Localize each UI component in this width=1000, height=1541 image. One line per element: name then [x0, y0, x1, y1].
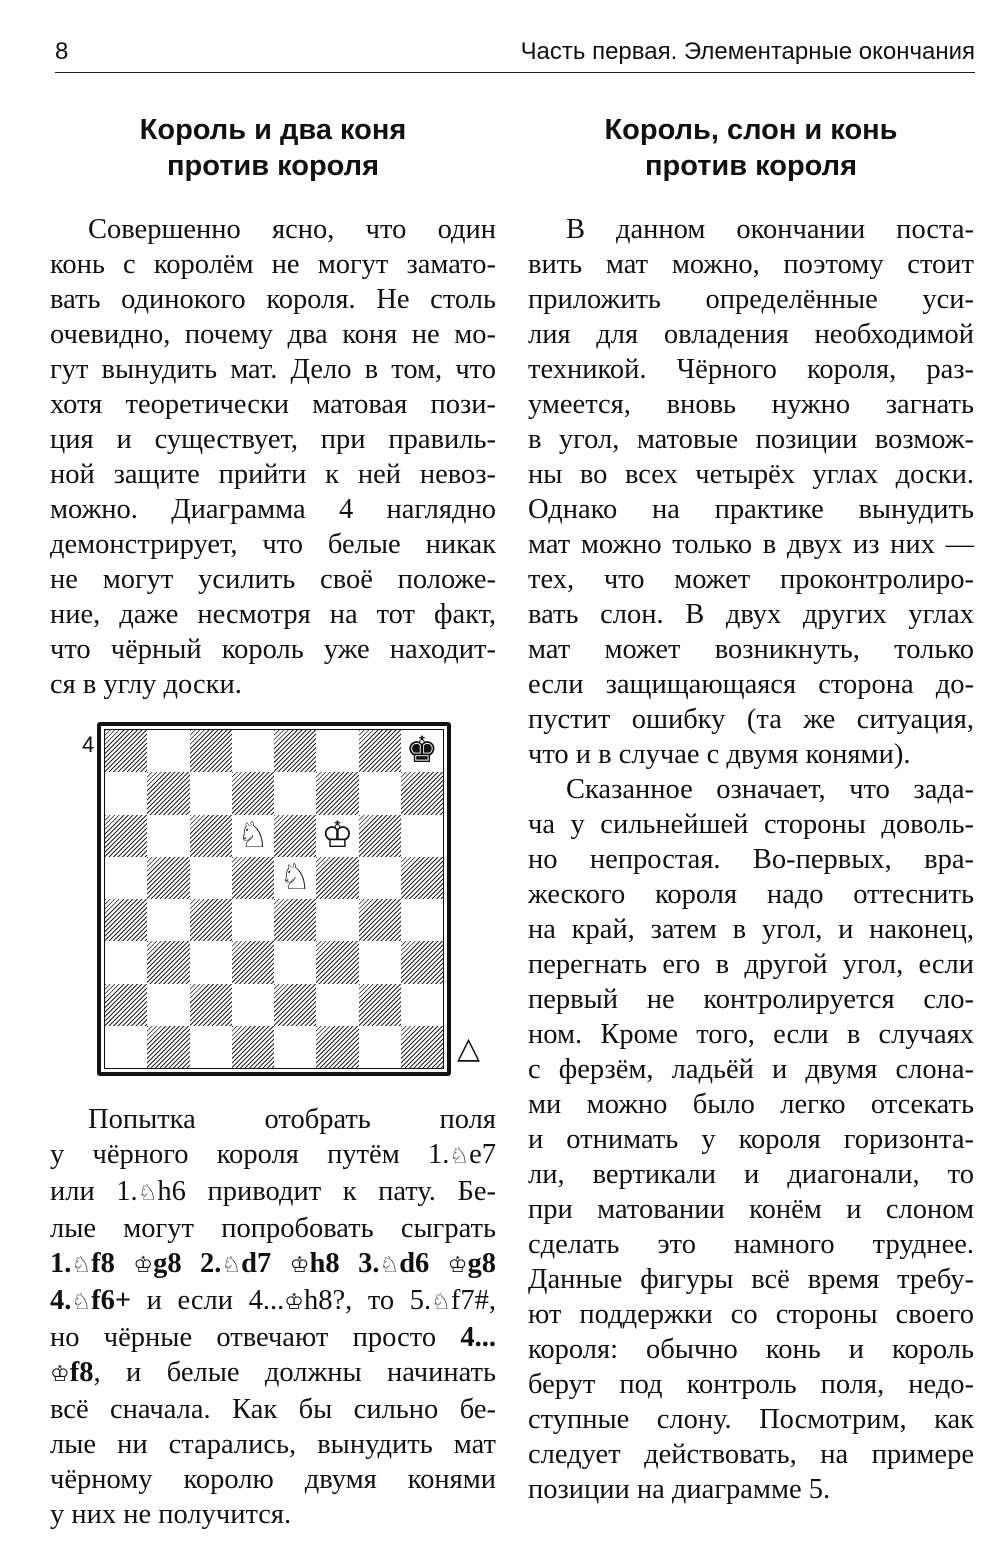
running-title: Часть первая. Элементарные окончания [520, 38, 975, 65]
text-line: всё сначала. Как бы сильно бе- [50, 1394, 496, 1425]
text-line: ♔f8, и белые должны начинать [50, 1357, 496, 1388]
square-d2 [232, 984, 274, 1026]
text-line: Однако на практике вынудить [528, 494, 974, 525]
text-line: вить мат можно, поэтому стоит [528, 249, 974, 280]
text-line: 4.♘f6+ и если 4...♔h8?, то 5.♘f7#, [50, 1285, 496, 1316]
text-line: Сказанное означает, что зада- [566, 774, 974, 805]
text-line: хотя теоретически матовая пози- [50, 389, 496, 420]
square-e4 [274, 899, 316, 941]
text-line: что чёрный король уже находит- [50, 634, 496, 665]
square-c4 [190, 899, 232, 941]
text-line: на край, затем в угол, и наконец, [528, 914, 974, 945]
square-f8 [316, 730, 358, 772]
knight-icon: ♘ [431, 1290, 451, 1315]
square-h3 [401, 941, 443, 983]
text-line: гут вынудить мат. Дело в том, что [50, 354, 496, 385]
square-e7 [274, 772, 316, 814]
square-f3 [316, 941, 358, 983]
square-b7 [147, 772, 189, 814]
text-line: ми можно было легко отсекать [528, 1089, 974, 1120]
text-line: позиции на диаграмме 5. [528, 1474, 831, 1505]
square-b3 [147, 941, 189, 983]
text-line: ли, вертикали и диагонали, то [528, 1159, 974, 1190]
square-e6 [274, 815, 316, 857]
text-line: первый не контролируется сло- [528, 984, 974, 1015]
text-line: ны во всех четырёх углах доски. [528, 459, 974, 490]
square-d6 [232, 815, 274, 857]
square-d1 [232, 1026, 274, 1068]
knight-icon: ♘ [71, 1290, 92, 1315]
square-g2 [359, 984, 401, 1026]
text-line: ние, даже несмотря на тот факт, [50, 599, 496, 630]
paragraph-2 [528, 772, 974, 1507]
square-d4 [232, 899, 274, 941]
square-e5 [274, 857, 316, 899]
square-e1 [274, 1026, 316, 1068]
text-line: если защищающаяся сторона до- [528, 669, 974, 700]
king-icon: ♔ [133, 1253, 154, 1278]
square-e3 [274, 941, 316, 983]
text-line: чёрному королю двумя конями [50, 1464, 496, 1495]
text-line: лые могут попробовать сыграть [50, 1213, 496, 1244]
white-to-move-icon: △ [457, 1031, 481, 1066]
square-f5 [316, 857, 358, 899]
text-line: демонстрирует, что белые никак [50, 529, 496, 560]
square-h6 [401, 815, 443, 857]
section-title-left: Король и два коня против короля [139, 114, 407, 182]
square-c5 [190, 857, 232, 899]
text-line: у них не получится. [50, 1499, 292, 1530]
board-frame [97, 722, 451, 1076]
text-line: можно. Диаграмма 4 наглядно [50, 494, 496, 525]
square-h7 [401, 772, 443, 814]
square-d8 [232, 730, 274, 772]
square-f7 [316, 772, 358, 814]
square-c8 [190, 730, 232, 772]
text-line: короля: обычно конь и король [528, 1334, 974, 1365]
square-c6 [190, 815, 232, 857]
square-g7 [359, 772, 401, 814]
chess-diagram [50, 722, 496, 1102]
square-c1 [190, 1026, 232, 1068]
knight-icon: ♘ [379, 1253, 400, 1278]
square-a8 [105, 730, 147, 772]
square-e2 [274, 984, 316, 1026]
paragraph-1 [528, 212, 974, 772]
square-f1 [316, 1026, 358, 1068]
square-d7 [232, 772, 274, 814]
diagram-number: 4 [82, 732, 95, 757]
text-line: следует действовать, на примере [528, 1439, 974, 1470]
text-line: что и в случае с двумя конями). [528, 739, 911, 770]
page-number: 8 [55, 38, 69, 65]
text-line: но чёрные отвечают просто 4... [50, 1322, 497, 1353]
text-line: жеского короля надо оттеснить [528, 879, 974, 910]
square-a4 [105, 899, 147, 941]
square-c2 [190, 984, 232, 1026]
square-h2 [401, 984, 443, 1026]
square-a7 [105, 772, 147, 814]
black-king-icon: ♚ [401, 730, 443, 772]
square-g3 [359, 941, 401, 983]
text-line: тех, что может проконтролиро- [528, 564, 974, 595]
square-b5 [147, 857, 189, 899]
text-line: при матовании конём и слоном [528, 1194, 974, 1225]
text-line: ча у сильнейшей стороны доволь- [528, 809, 974, 840]
square-b2 [147, 984, 189, 1026]
knight-icon: ♘ [221, 1253, 242, 1278]
left-column [50, 112, 496, 1532]
square-g4 [359, 899, 401, 941]
text-line: лые ни старались, вынудить мат [50, 1429, 496, 1460]
square-c3 [190, 941, 232, 983]
white-knight-icon: ♘ [274, 857, 316, 899]
square-g1 [359, 1026, 401, 1068]
text-line: мат можно только в двух из них — [528, 529, 974, 560]
square-h1 [401, 1026, 443, 1068]
text-line: В данном окончании поста- [566, 214, 974, 245]
knight-icon: ♘ [137, 1181, 158, 1206]
text-line: у чёрного короля путём 1.♘e7 [50, 1139, 496, 1170]
text-line: вать одинокого короля. Не столь [50, 284, 496, 315]
square-h4 [401, 899, 443, 941]
text-line: пустит ошибку (та же ситуация, [528, 704, 974, 735]
text-line: перегнать его в другой угол, если [528, 949, 974, 980]
text-line: сделать это намного труднее. [528, 1229, 974, 1260]
section-title-right: Король, слон и конь против короля [604, 114, 898, 182]
square-f4 [316, 899, 358, 941]
right-column [528, 112, 974, 1507]
king-icon: ♔ [50, 1362, 70, 1387]
text-line: умеется, вновь нужно загнать [528, 389, 974, 420]
square-a2 [105, 984, 147, 1026]
square-e8 [274, 730, 316, 772]
text-line: но непростая. Во-первых, вра- [528, 844, 974, 875]
square-g5 [359, 857, 401, 899]
square-a1 [105, 1026, 147, 1068]
text-line: ном. Кроме того, если в случаях [528, 1019, 974, 1050]
square-a5 [105, 857, 147, 899]
square-g6 [359, 815, 401, 857]
square-h5 [401, 857, 443, 899]
text-line: берут под контроль поля, недо- [528, 1369, 974, 1400]
moves-paragraph [50, 1102, 496, 1532]
square-b6 [147, 815, 189, 857]
square-b4 [147, 899, 189, 941]
text-line: конь с королём не могут замато- [50, 249, 496, 280]
page-header [55, 36, 975, 73]
chess-board [104, 729, 444, 1069]
square-h8 [401, 730, 443, 772]
knight-icon: ♘ [449, 1144, 470, 1169]
text-line: ной защите прийти к ней невоз- [50, 459, 496, 490]
text-line: 1.♘f8 ♔g8 2.♘d7 ♔h8 3.♘d6 ♔g8 [50, 1248, 497, 1279]
text-line: ступные слону. Посмотрим, как [528, 1404, 974, 1435]
square-f6 [316, 815, 358, 857]
text-line: ют поддержки со стороны своего [528, 1299, 974, 1330]
white-knight-icon: ♘ [232, 815, 274, 857]
square-b8 [147, 730, 189, 772]
text-line: с ферзём, ладьёй и двумя слона- [528, 1054, 974, 1085]
text-line: Данные фигуры всё время требу- [528, 1264, 974, 1295]
text-line: Совершенно ясно, что один [88, 214, 496, 245]
text-line: вать слон. В двух других углах [528, 599, 974, 630]
text-line: приложить определённые уси- [528, 284, 974, 315]
square-g8 [359, 730, 401, 772]
white-king-icon: ♔ [316, 815, 358, 857]
king-icon: ♔ [284, 1290, 304, 1315]
text-line: ся в углу доски. [50, 669, 242, 700]
square-b1 [147, 1026, 189, 1068]
text-line: или 1.♘h6 приводит к пату. Бе- [50, 1176, 496, 1207]
text-line: техникой. Чёрного короля, раз- [528, 354, 974, 385]
text-line: ция и существует, при правиль- [50, 424, 496, 455]
square-f2 [316, 984, 358, 1026]
text-line: в угол, матовые позиции возмож- [528, 424, 974, 455]
king-icon: ♔ [289, 1253, 310, 1278]
knight-icon: ♘ [71, 1253, 92, 1278]
square-c7 [190, 772, 232, 814]
intro-paragraph [50, 212, 496, 702]
text-line: очевидно, почему два коня не мо- [50, 319, 496, 350]
text-line: мат может возникнуть, только [528, 634, 974, 665]
king-icon: ♔ [447, 1253, 468, 1278]
square-d5 [232, 857, 274, 899]
text-line: лия для овладения необходимой [528, 319, 974, 350]
text-line: не могут усилить своё положе- [50, 564, 496, 595]
square-a3 [105, 941, 147, 983]
text-line: Попытка отобрать поля [88, 1104, 496, 1135]
text-line: и отнимать у короля горизонта- [528, 1124, 974, 1155]
square-d3 [232, 941, 274, 983]
square-a6 [105, 815, 147, 857]
